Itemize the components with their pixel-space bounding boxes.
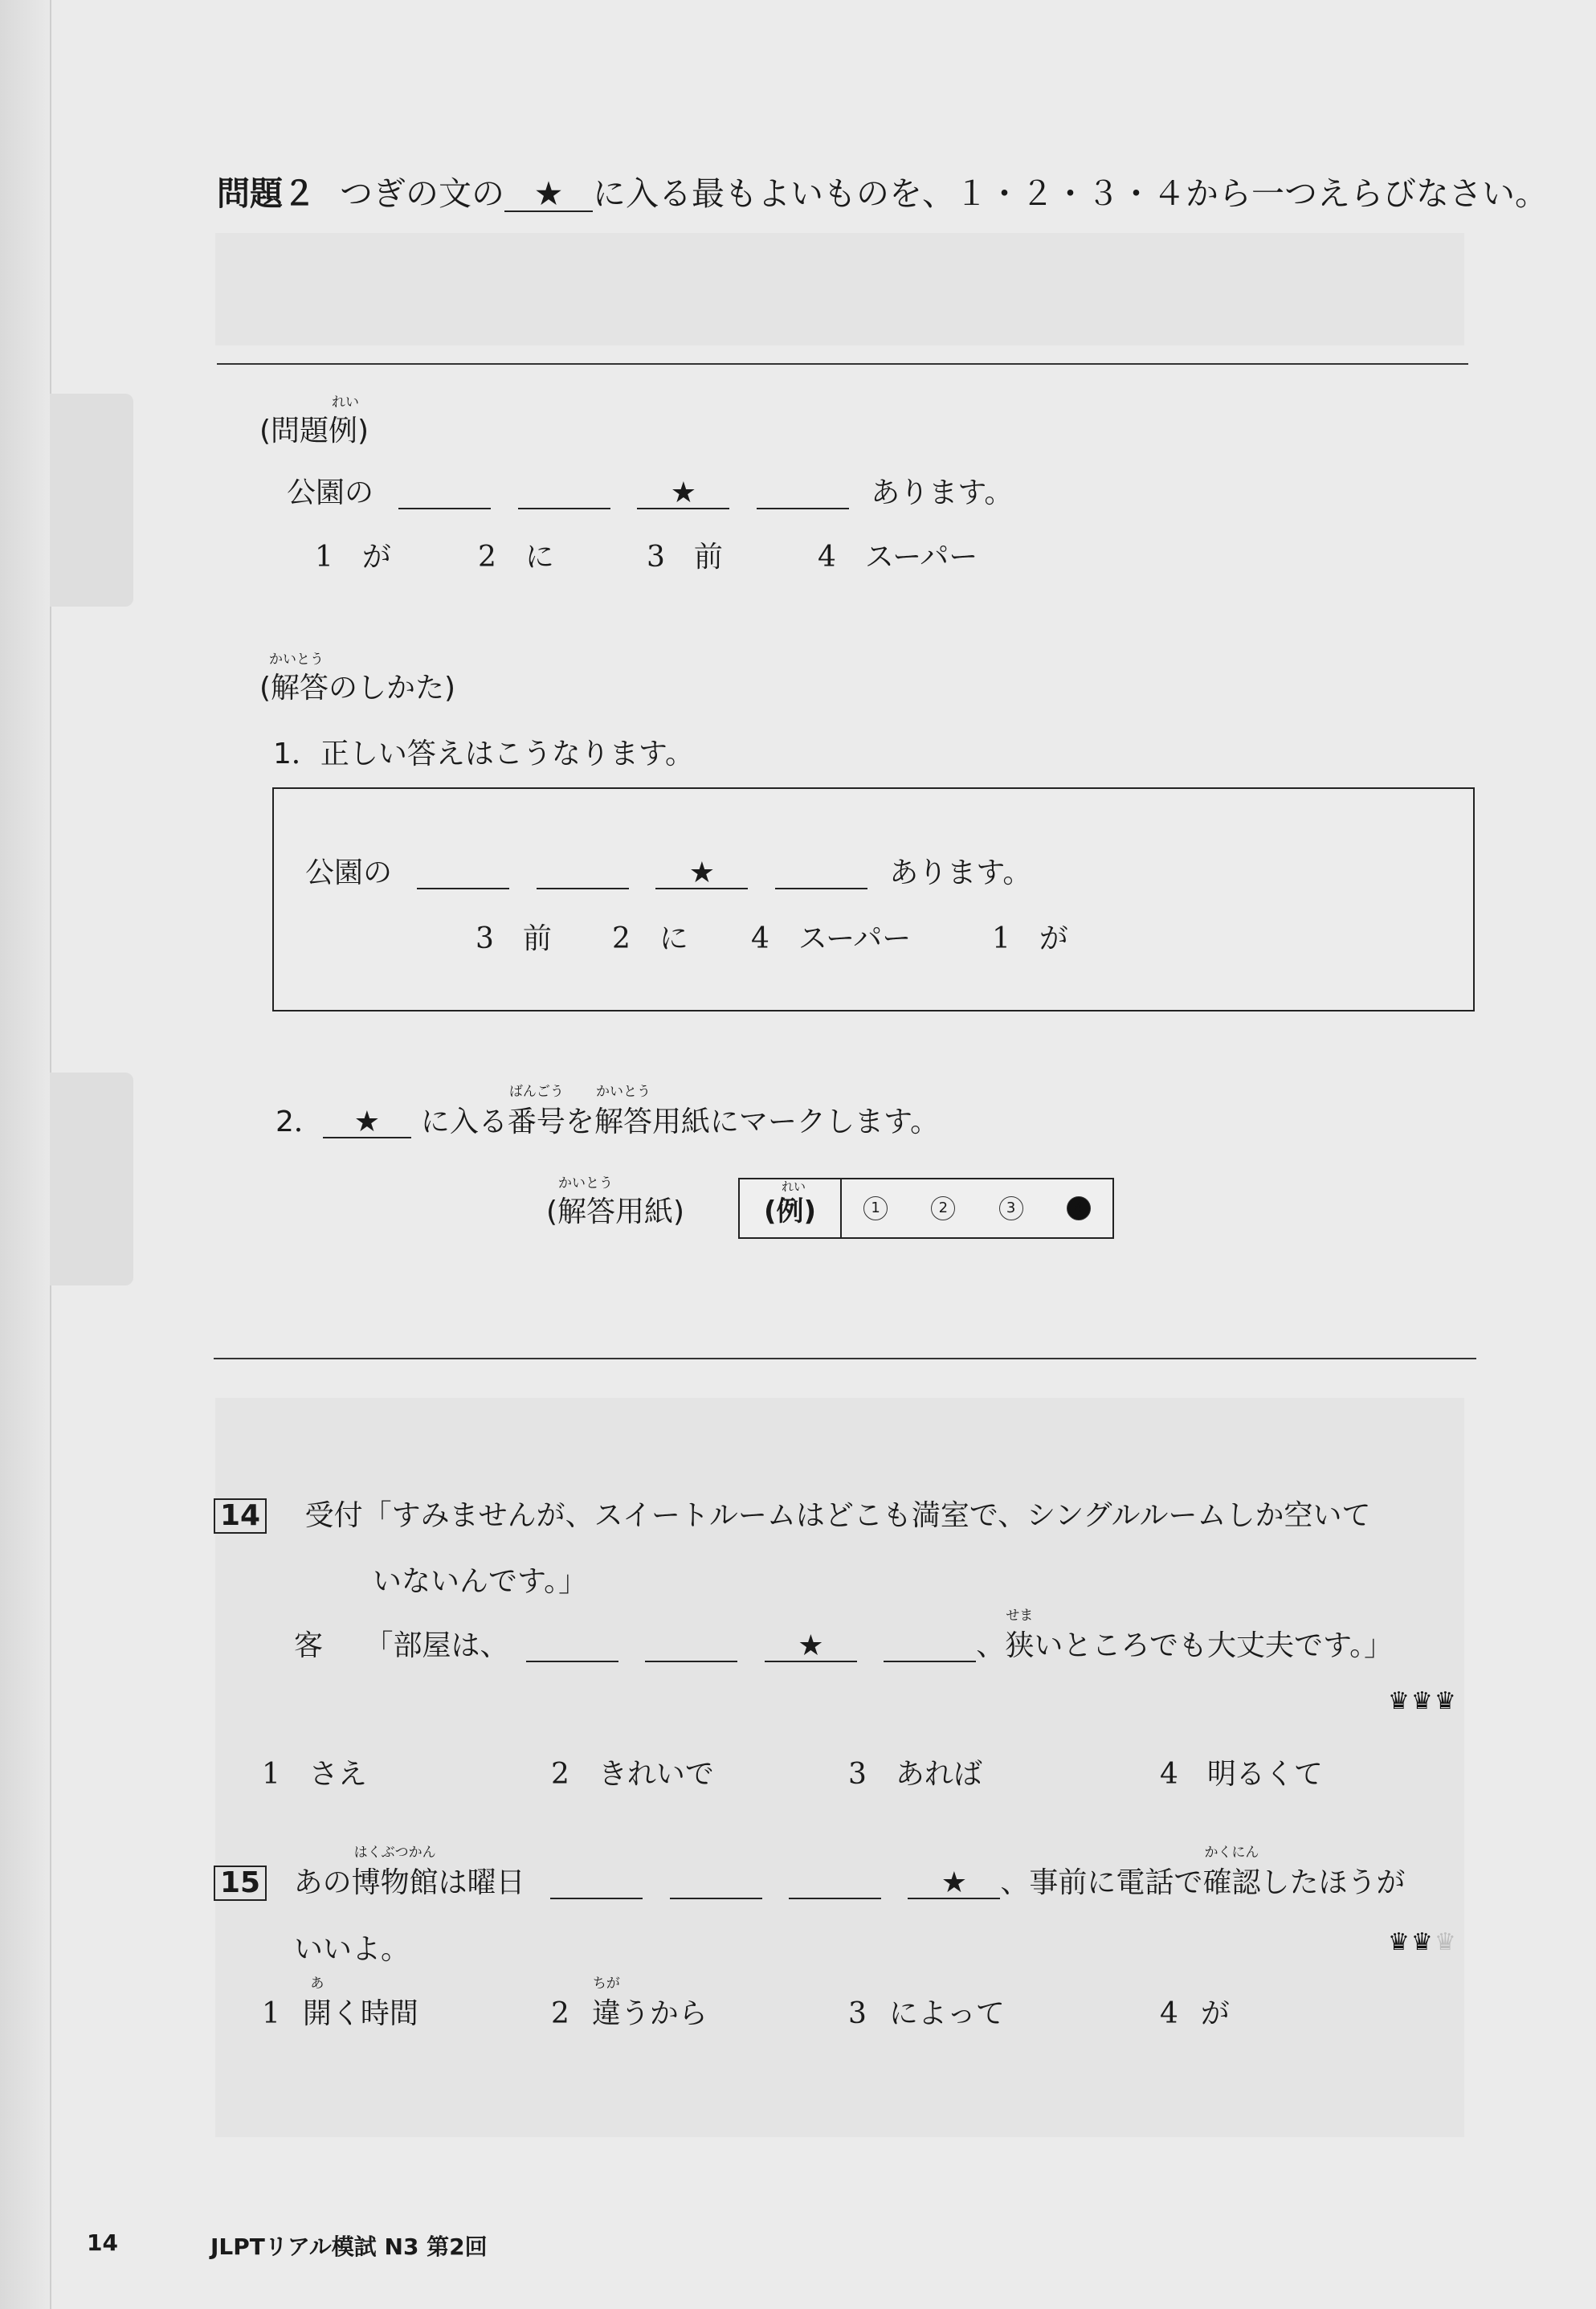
problem-label: 問題２ [217,174,316,213]
crown-icon: ♛ [1388,1687,1411,1715]
example-heading [259,394,369,449]
q15-line1-c: 、事前に電話で [1000,1866,1203,1899]
howto-step1: 1．正しい答えはこうなります。 [273,738,695,770]
example-option-4: 4 スーパー [818,541,978,574]
bubble-2[interactable]: 2 [931,1196,955,1220]
q14-ruby-word: 狭 [1005,1629,1035,1662]
q14-line1-text: 「すみませんが、スイートルームはどこも満室で、シングルルームしか空いて [362,1499,1371,1532]
q14-blank-2 [645,1632,737,1662]
q14-ruby-reading: せま [1006,1608,1034,1624]
q15-option-1 [262,1976,418,2032]
q14-speaker2: 客 [294,1629,324,1662]
binding-gutter [0,0,50,2309]
crown-icon: ♛ [1410,1928,1435,1956]
star-mark: ★ [353,1105,381,1138]
q15-line1-b: は曜日 [438,1866,525,1899]
q15-line1-a: あの [293,1866,352,1899]
bubble-4-filled[interactable]: 4 [1067,1196,1091,1220]
q15-blank-3 [789,1869,881,1899]
instruction-text-before: つぎの文の [340,174,504,213]
bubble-1[interactable]: 1 [863,1196,888,1220]
q15-option-2-ruby-word: 違 [591,1997,621,2030]
example-heading-text: (問題例) [259,415,369,447]
example-blank-star [637,476,729,509]
example-sentence-start: 公園の [287,476,374,509]
star-mark: ★ [688,856,716,889]
q15-option-4 [1160,1991,1230,2032]
step2-ruby-2 [594,1084,652,1140]
q15-blank-2 [670,1869,762,1899]
q15-option-1-ruby-word: 開 [302,1997,332,2030]
box-answer-3: 4 スーパー [751,922,912,955]
q14-line2-comma: 、 [976,1629,1006,1662]
q14-ruby [1005,1608,1035,1664]
q15-difficulty [1388,1928,1458,1956]
instruction-text-after: に入る最もよいものを、１・２・３・４から一つえらびなさい。 [593,174,1548,213]
star-mark: ★ [941,1866,968,1899]
q15-option-2-rest: うから [620,1997,708,2030]
q15-option-3-text: によって [888,1997,1005,2030]
sheet-label-text: (解答用紙) [546,1195,685,1228]
star-mark: ★ [533,174,564,213]
answer-sheet [738,1178,1114,1239]
box-sentence [305,850,1031,891]
sheet-example-text: (例) [763,1195,817,1228]
crown-icon: ♛ [1434,1687,1458,1715]
example-sentence-end: あります。 [871,476,1014,509]
box-answer-1: 3 前 [476,922,552,955]
example-blank-4 [757,479,849,509]
sheet-example-ruby: れい [782,1179,806,1194]
example-option-1: 1 が [315,541,391,574]
q14-line2-start: 「部屋は、 [364,1629,509,1662]
divider-bottom [214,1358,1476,1359]
q14-line2-end: いところでも大丈夫です。」 [1034,1629,1394,1662]
box-blank-star [655,856,748,889]
q15-option-3 [848,1991,1005,2032]
q15-option-1-rest: く時間 [331,1997,418,2030]
crown-icon: ♛ [1388,1928,1411,1956]
q14-option-4: 4 明るくて [1160,1758,1323,1791]
q15-ruby-word-2: 確認 [1202,1866,1261,1899]
box-sentence-end: あります。 [889,856,1032,889]
q14-option-2: 2 きれいで [551,1758,714,1791]
example-heading-ruby: れい [332,394,359,411]
box-sentence-start: 公園の [305,856,393,889]
instructions [217,167,1548,215]
step2-star-blank [323,1105,411,1138]
q15-line1-d: したほうが [1260,1866,1406,1899]
page-number: 14 [87,2229,118,2256]
box-blank-1 [417,859,509,889]
q15-ruby-2 [1202,1845,1261,1901]
q14-difficulty [1388,1687,1458,1715]
q14-line1 [214,1493,1371,1534]
howto-heading-text: (解答のしかた) [259,672,456,705]
howto-heading [259,652,456,706]
crown-icon-empty: ♛ [1434,1928,1458,1956]
q14-blank-1 [526,1632,618,1662]
bubble-row [842,1179,1112,1237]
q15-blank-star [908,1866,1000,1899]
bubble-3[interactable]: 3 [999,1196,1023,1220]
q15-option-1-ruby [302,1976,332,2032]
q15-line2: いいよ。 [294,1933,410,1966]
q14-option-1: 1 さえ [262,1758,367,1791]
step2-ruby-reading-1: ばんごう [508,1084,564,1100]
star-mark: ★ [798,1629,824,1662]
q15-blank-1 [550,1869,643,1899]
q15-option-4-num: 4 [1160,1997,1178,2030]
box-blank-4 [775,859,867,889]
step2-ruby-word-2: 解答 [594,1105,652,1138]
q15-option-3-num: 3 [848,1997,867,2030]
step2-text-c: 用紙にマークします。 [651,1105,940,1138]
q14-speaker1: 受付 [304,1499,363,1532]
q15-option-1-num: 1 [262,1997,280,2030]
example-option-3: 3 前 [647,541,723,574]
example-option-2: 2 に [478,541,554,574]
step2-text-b: を [565,1105,594,1138]
q15-option-2-num: 2 [551,1997,569,2030]
q14-line2 [294,1608,1394,1664]
q14-blank-star [765,1629,857,1662]
answer-example-box [272,787,1475,1011]
step2-ruby-1 [507,1084,565,1140]
q15-line1 [214,1845,1406,1901]
side-tab-2 [50,1073,133,1285]
q15-ruby-reading-1: はくぶつかん [353,1845,436,1861]
sheet-label-ruby: かいとう [558,1175,613,1191]
q15-ruby-1 [351,1845,439,1901]
example-blank-2 [518,479,610,509]
howto-step2 [276,1084,940,1140]
example-sentence [287,470,1013,511]
q14-blank-4 [884,1632,976,1662]
q15-option-2-ruby-reading: ちが [592,1976,620,1992]
q14-line1b: いないんです。」 [373,1565,588,1598]
side-tab-1 [50,394,133,607]
box-answer-2: 2 に [612,922,688,955]
q15-option-1-ruby-reading: あ [310,1976,325,1992]
star-mark: ★ [670,476,697,509]
q15-ruby-word-1: 博物館 [351,1866,439,1899]
box-blank-2 [537,859,629,889]
instruction-star-blank [504,174,593,213]
howto-heading-ruby: かいとう [269,652,324,668]
q15-option-4-text: が [1200,1997,1230,2030]
step2-prefix: 2． [276,1105,323,1138]
divider-top [217,363,1468,365]
example-blank-1 [398,479,491,509]
q14-number: 14 [214,1498,267,1534]
step2-ruby-reading-2: かいとう [595,1084,651,1100]
step2-text-a: に入る [420,1105,508,1138]
instruction-shade [215,233,1464,345]
q15-option-2 [551,1976,708,2032]
crown-icon: ♛ [1410,1687,1435,1715]
sheet-label [546,1175,685,1230]
q15-option-2-ruby [591,1976,621,2032]
book-title: JLPTリアル模試 N3 第2回 [210,2233,488,2260]
box-answer-4: 1 が [992,922,1068,955]
step2-ruby-word-1: 番号 [507,1105,565,1138]
sheet-example-cell [740,1179,842,1237]
q15-ruby-reading-2: かくにん [1204,1845,1259,1861]
q15-number: 15 [214,1866,267,1901]
q14-option-3: 3 あれば [848,1758,982,1791]
